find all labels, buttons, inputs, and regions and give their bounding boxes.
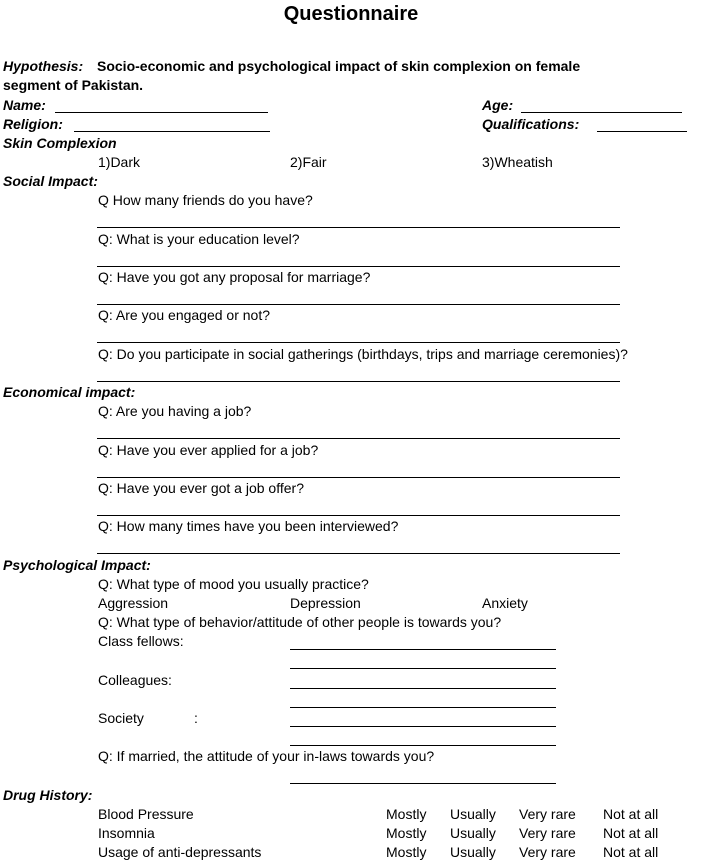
drug-item-anti-depressants: Usage of anti-depressants (98, 844, 262, 860)
skin-option-fair[interactable]: 2)Fair (290, 154, 327, 170)
page-title: Questionnaire (283, 3, 419, 25)
scale-option-not-at-all[interactable]: Not at all (603, 844, 659, 860)
age-field[interactable] (521, 112, 682, 113)
social-question: Q How many friends do you have? (98, 192, 313, 208)
class-fellows-answer-line[interactable] (290, 649, 556, 650)
name-label: Name: (3, 97, 46, 113)
colleagues-answer-line[interactable] (290, 707, 556, 708)
social-question: Q: What is your education level? (98, 231, 300, 247)
economic-answer-line[interactable] (97, 438, 620, 439)
scale-option-not-at-all[interactable]: Not at all (603, 806, 659, 822)
qualifications-label: Qualifications: (482, 116, 580, 132)
inlaws-question: Q: If married, the attitude of your in-laws towards you? (98, 748, 435, 764)
economic-question: Q: Have you ever got a job offer? (98, 480, 304, 496)
behavior-question: Q: What type of behavior/attitude of other people is towards you? (98, 614, 502, 630)
economic-question: Q: How many times have you been interviewed? (98, 518, 399, 534)
class-fellows-label: Class fellows: (98, 633, 184, 649)
drug-item-insomnia: Insomnia (98, 825, 155, 841)
scale-option-usually[interactable]: Usually (450, 825, 496, 841)
social-answer-line[interactable] (97, 304, 620, 305)
society-answer-line[interactable] (290, 745, 556, 746)
society-colon: : (194, 710, 198, 726)
religion-field[interactable] (74, 131, 270, 132)
hypothesis-label: Hypothesis: (3, 58, 84, 74)
social-answer-line[interactable] (97, 381, 620, 382)
society-answer-line[interactable] (290, 726, 556, 727)
inlaws-answer-line[interactable] (290, 783, 556, 784)
scale-option-mostly[interactable]: Mostly (386, 844, 427, 860)
economic-answer-line[interactable] (97, 515, 620, 516)
mood-option-anxiety[interactable]: Anxiety (482, 595, 528, 611)
skin-option-dark[interactable]: 1)Dark (98, 154, 141, 170)
age-label: Age: (482, 97, 514, 113)
psychological-impact-heading: Psychological Impact: (3, 557, 151, 573)
name-field[interactable] (55, 112, 268, 113)
drug-history-heading: Drug History: (3, 787, 93, 803)
scale-option-not-at-all[interactable]: Not at all (603, 825, 659, 841)
scale-option-usually[interactable]: Usually (450, 844, 496, 860)
social-answer-line[interactable] (97, 227, 620, 228)
social-answer-line[interactable] (97, 266, 620, 267)
social-question: Q: Do you participate in social gatherings (birthdays, trips and marriage ceremonies)? (98, 346, 628, 362)
qualifications-field[interactable] (597, 131, 687, 132)
economic-answer-line[interactable] (97, 553, 620, 554)
social-question: Q: Are you engaged or not? (98, 307, 271, 323)
economic-answer-line[interactable] (97, 477, 620, 478)
mood-option-depression[interactable]: Depression (290, 595, 361, 611)
skin-complexion-heading: Skin Complexion (3, 135, 117, 151)
colleagues-label: Colleagues: (98, 672, 172, 688)
mood-option-aggression[interactable]: Aggression (98, 595, 169, 611)
scale-option-very-rare[interactable]: Very rare (519, 806, 576, 822)
hypothesis-text-line1: Socio-economic and psychological impact of skin complexion on female (97, 58, 581, 74)
scale-option-very-rare[interactable]: Very rare (519, 825, 576, 841)
religion-label: Religion: (3, 116, 63, 132)
skin-option-wheatish[interactable]: 3)Wheatish (482, 154, 553, 170)
class-fellows-answer-line[interactable] (290, 668, 556, 669)
social-question: Q: Have you got any proposal for marriage? (98, 269, 371, 285)
scale-option-usually[interactable]: Usually (450, 806, 496, 822)
economic-question: Q: Are you having a job? (98, 403, 252, 419)
scale-option-very-rare[interactable]: Very rare (519, 844, 576, 860)
mood-question: Q: What type of mood you usually practice? (98, 576, 369, 592)
social-impact-heading: Social Impact: (3, 173, 98, 189)
hypothesis-text-line2: segment of Pakistan. (3, 77, 144, 93)
scale-option-mostly[interactable]: Mostly (386, 806, 427, 822)
scale-option-mostly[interactable]: Mostly (386, 825, 427, 841)
society-label: Society (98, 710, 144, 726)
drug-item-blood-pressure: Blood Pressure (98, 806, 194, 822)
social-answer-line[interactable] (97, 342, 620, 343)
colleagues-answer-line[interactable] (290, 688, 556, 689)
economic-question: Q: Have you ever applied for a job? (98, 442, 319, 458)
economical-impact-heading: Economical impact: (3, 384, 136, 400)
